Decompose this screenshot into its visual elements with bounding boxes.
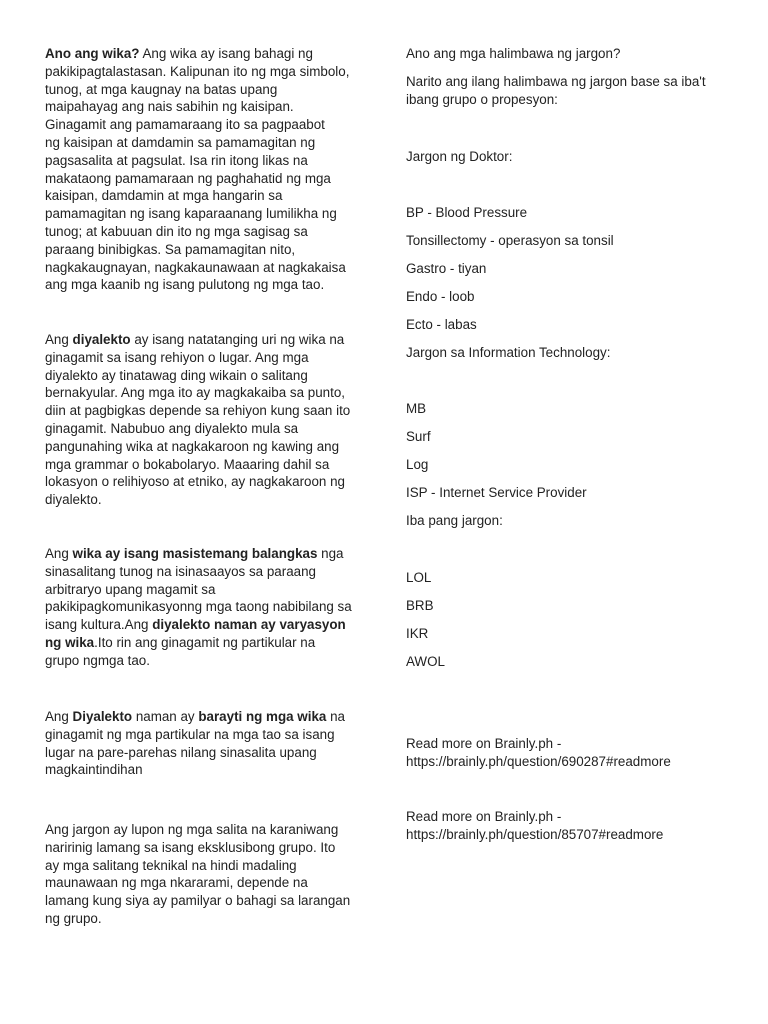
doctor-jargon-item: Endo - loob bbox=[406, 289, 475, 304]
paragraph-text: Ang jargon ay lupon ng mga salita na karaniwang naririnig lamang sa isang eksklusibong grupo. Ito ay mga salitang teknikal na hindi madaling maunawaan ng mga nkararami, depende na lamang kung siya ay pamilyar o bahagi sa larangan ng grupo. bbox=[45, 822, 351, 926]
doctor-jargon-item: Ecto - labas bbox=[406, 317, 477, 332]
bold-phrase: barayti ng mga wika bbox=[198, 709, 327, 724]
question-heading: Ano ang mga halimbawa ng jargon? bbox=[406, 46, 621, 61]
paragraph-masistemang-balangkas bbox=[45, 545, 375, 670]
paragraph-text: na ginagamit ng mga partikular na mga tao sa isang lugar na pare-parehas nilang sinasalita upang magkaintindihan bbox=[45, 709, 345, 778]
it-jargon-heading: Jargon sa Information Technology: bbox=[406, 345, 611, 360]
it-jargon-item: Surf bbox=[406, 429, 431, 444]
bold-phrase: Ano ang wika? bbox=[45, 46, 140, 61]
bold-phrase: wika ay isang masistemang balangkas bbox=[72, 546, 318, 561]
doctor-jargon-heading: Jargon ng Doktor: bbox=[406, 149, 513, 164]
paragraph-ano-ang-wika bbox=[45, 45, 375, 294]
it-jargon-item: ISP - Internet Service Provider bbox=[406, 485, 587, 500]
it-jargon-item: Log bbox=[406, 457, 429, 472]
bold-phrase: diyalekto bbox=[72, 332, 131, 347]
bold-phrase: diyalekto naman ay varyasyon ng wika bbox=[45, 617, 346, 650]
intro-text: Narito ang ilang halimbawa ng jargon base sa iba't ibang grupo o propesyon: bbox=[406, 74, 706, 107]
other-jargon-item: IKR bbox=[406, 626, 429, 641]
bold-phrase: Diyalekto bbox=[72, 709, 133, 724]
other-jargon-item: LOL bbox=[406, 570, 432, 585]
other-jargon-item: BRB bbox=[406, 598, 434, 613]
paragraph-text: Ang bbox=[45, 546, 73, 561]
paragraph-text: Ang bbox=[45, 709, 73, 724]
doctor-jargon-item: Gastro - tiyan bbox=[406, 261, 487, 276]
it-jargon-item: MB bbox=[406, 401, 427, 416]
paragraph-barayti bbox=[45, 708, 375, 779]
paragraph-text: nga sinasalitang tunog na isinasaayos sa paraang arbitraryo upang magamit sa pakikipagkomunikasyonng mga taong nabibilang sa isang kultura.Ang bbox=[45, 546, 352, 633]
read-more-link[interactable]: Read more on Brainly.ph - https://brainly.ph/question/690287#readmore bbox=[406, 736, 671, 769]
other-jargon-item: AWOL bbox=[406, 654, 445, 669]
other-jargon-heading: Iba pang jargon: bbox=[406, 513, 503, 528]
doctor-jargon-item: BP - Blood Pressure bbox=[406, 205, 528, 220]
doctor-jargon-item: Tonsillectomy - operasyon sa tonsil bbox=[406, 233, 614, 248]
paragraph-jargon bbox=[45, 821, 375, 928]
paragraph-text: naman ay bbox=[132, 709, 199, 724]
paragraph-text: ay isang natatanging uri ng wika na ginagamit sa isang rehiyon o lugar. Ang mga diyalekto ay tinatawag ding wikain o salitang bernakyular. Ang mga ito ay magkakaiba sa punto, diin at pagbigkas depende sa rehiyon kung saan ito ginagamit. Nabubuo ang diyalekto mula sa pangunahing wika at nagkakaroon ng kawing ang mga grammar o bokabolaryo. Maaaring dahil sa lokasyon o relihiyoso at etniko, ay nagkakaroon ng diyalekto. bbox=[45, 332, 351, 508]
paragraph-text: .Ito rin ang ginagamit ng partikular na grupo ngmga tao. bbox=[45, 634, 316, 668]
paragraph-text: Ang bbox=[45, 332, 73, 347]
paragraph-diyalekto bbox=[45, 331, 375, 509]
paragraph-text: Ang wika ay isang bahagi ng pakikipagtalastasan. Kalipunan ito ng mga simbolo, tunog, at mga kaugnay na batas upang maipahayag ang nais sabihin ng kaisipan. Ginagamit ang pamamaraang ito sa pagpaabot ng kaisipan at damdamin sa pamamagitan ng pagsasalita at pagsulat. Isa rin itong likas na makataong pamamaraan ng paghahatid ng mga kaisipan, damdamin at mga hangarin sa pamamagitan ng isang kaparaanang lumilikha ng tunog; at kabuuan din ito ng mga sagisag sa paraang binibigkas. Sa pamamagitan nito, nagkakaugnayan, nagkakaunawaan at nagkakaisa ang mga kaanib ng isang pulutong ng mga tao. bbox=[45, 46, 350, 293]
read-more-link[interactable]: Read more on Brainly.ph - https://brainly.ph/question/85707#readmore bbox=[406, 809, 664, 842]
